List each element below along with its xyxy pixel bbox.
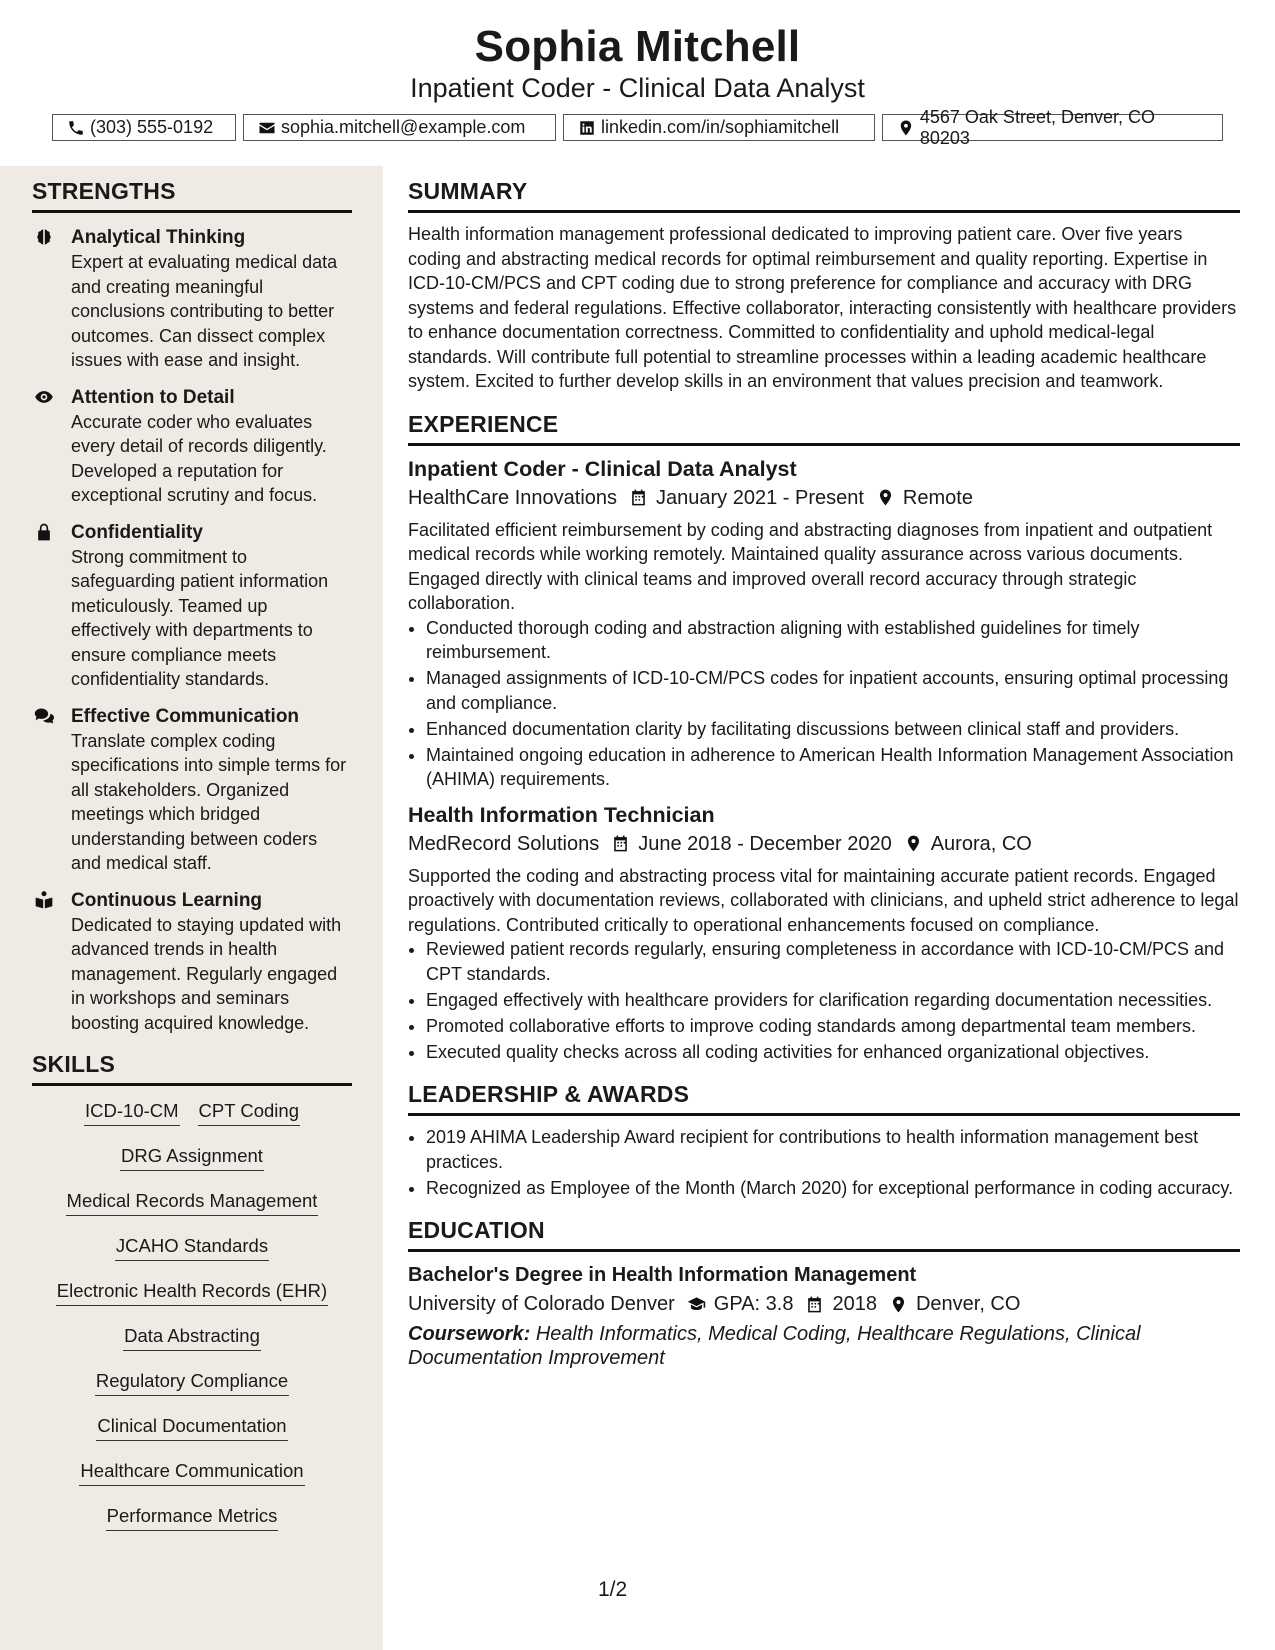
map-marker-icon (889, 1295, 908, 1314)
contact-phone[interactable] (52, 114, 236, 141)
coursework-list: Health Informatics, Medical Coding, Healthcare Regulations, Clinical Documentation Improvement (408, 1323, 1141, 1369)
bullet-item: • Managed assignments of ICD-10-CM/PCS codes for inpatient accounts, ensuring optimal processing and compliance. (426, 666, 1240, 715)
strength-desc: Dedicated to staying updated with advanced trends in health management. Regularly engaged in workshops and seminars boosting acquired knowledge. (71, 914, 342, 1033)
degree-title: Bachelor's Degree in Health Information Management (408, 1264, 917, 1286)
strength-title: Attention to Detail (71, 386, 235, 408)
summary-heading: SUMMARY (408, 178, 1240, 213)
candidate-name: Sophia Mitchell (474, 22, 801, 71)
strengths-heading: STRENGTHS (32, 178, 352, 213)
education-heading: EDUCATION (408, 1217, 1240, 1252)
contact-address (882, 106, 1223, 148)
bullet-item: • Maintained ongoing education in adherence to American Health Information Management Association (AHIMA) requirements. (426, 743, 1240, 792)
map-marker-icon (876, 488, 895, 507)
calendar-icon (611, 834, 630, 853)
graduation-year: 2018 (832, 1293, 877, 1315)
strength-item (32, 386, 352, 508)
page-number: 1/2 (598, 1578, 628, 1601)
skill-tag: JCAHO Standards (115, 1233, 269, 1261)
job-description: Facilitated efficient reimbursement by coding and abstracting diagnoses from inpatient and outpatient medical records while working remotely. Maintained quality assurance across various documents. Engaged directly with clinical teams and improved overall record accuracy through strategic collaboration. (408, 519, 1213, 613)
skill-tag: Medical Records Management (66, 1188, 319, 1216)
eye-icon (34, 387, 54, 407)
skills-heading: SKILLS (32, 1051, 352, 1086)
address-text: 4567 Oak Street, Denver, CO 80203 (919, 106, 1155, 148)
bullet-item: • Promoted collaborative efforts to improve coding standards among departmental team members. (426, 1014, 1240, 1039)
lock-icon (34, 522, 54, 542)
skill-tag: Healthcare Communication (79, 1458, 304, 1486)
skills-section (32, 1051, 352, 1548)
strength-desc: Strong commitment to safeguarding patient information meticulously. Teamed up effectively with departments to ensure compliance meets confidentiality standards. (71, 546, 329, 689)
phone-text: (303) 555-0192 (90, 117, 214, 137)
strength-desc: Accurate coder who evaluates every detail of records diligently. Developed a reputation for exceptional scrutiny and focus. (71, 411, 327, 505)
experience-section (408, 411, 1240, 1065)
education-location: Denver, CO (915, 1293, 1021, 1315)
skill-tag: ICD-10-CM (84, 1098, 180, 1126)
education-meta (408, 1289, 1240, 1319)
job-title: Health Information Technician (408, 802, 715, 827)
skill-tag: CPT Coding (198, 1098, 300, 1126)
job-location: Remote (902, 486, 973, 509)
linkedin-text: linkedin.com/in/sophiamitchell (601, 117, 840, 137)
bullet-item: • Executed quality checks across all coding activities for enhanced organizational objectives. (426, 1040, 1240, 1065)
experience-heading: EXPERIENCE (408, 411, 1240, 446)
email-text: sophia.mitchell@example.com (281, 117, 526, 137)
skills-list (32, 1098, 352, 1548)
school-name: University of Colorado Denver (408, 1293, 675, 1315)
map-marker-icon (904, 834, 923, 853)
graduation-cap-icon (687, 1295, 706, 1314)
envelope-icon (258, 119, 276, 137)
main-content (408, 166, 1240, 1370)
job-dates: June 2018 - December 2020 (638, 832, 892, 855)
book-reader-icon (34, 890, 54, 910)
summary-text: Health information management professional dedicated to improving patient care. Over five years coding and abstracting medical records for optimal reimbursement and quality reporting. Expertise in ICD-10-CM/PCS and CPT coding due to strong preference for compliance and accuracy with DRG systems and federal regulations. Effective collaborator, interacting consistently with healthcare providers to enhance documentation correctness. Committed to confidentiality and uphold medical-legal standards. Will contribute full potential to streamline processes within a leading academic healthcare system. Excited to further develop skills in an environment that values precision and teamwork. (408, 224, 1237, 391)
brain-icon (34, 227, 54, 247)
gpa-text: GPA: 3.8 (713, 1293, 794, 1315)
leadership-section (408, 1081, 1240, 1200)
skill-tag: Performance Metrics (106, 1503, 279, 1531)
contact-email[interactable] (243, 114, 556, 141)
bullet-item: • 2019 AHIMA Leadership Award recipient for contributions to health information management best practices. (426, 1125, 1240, 1174)
bullet-item: • Conducted thorough coding and abstraction aligning with established guidelines for timely reimbursement. (426, 616, 1240, 665)
coursework (408, 1322, 1240, 1370)
strength-item (32, 521, 352, 692)
job-dates: January 2021 - Present (656, 486, 864, 509)
calendar-icon (805, 1295, 824, 1314)
comments-icon (34, 706, 54, 726)
leadership-heading: LEADERSHIP & AWARDS (408, 1081, 1240, 1116)
leadership-bullets (408, 1125, 1240, 1200)
summary-section (408, 178, 1240, 394)
sidebar (0, 166, 383, 1650)
strength-desc: Expert at evaluating medical data and creating meaningful conclusions contributing to better outcomes. Can dissect complex issues with ease and insight. (71, 252, 338, 370)
candidate-title: Inpatient Coder - Clinical Data Analyst (410, 73, 865, 103)
job-company: HealthCare Innovations (408, 486, 618, 509)
job-company: MedRecord Solutions (408, 832, 600, 855)
skill-tag: DRG Assignment (120, 1143, 264, 1171)
skill-tag: Clinical Documentation (96, 1413, 287, 1441)
strength-title: Analytical Thinking (71, 227, 246, 248)
job-description: Supported the coding and abstracting process vital for maintaining accurate patient records. Engaged proactively with documentation reviews, collaborated with clinicians, and upheld strict adherence to legal regulations. Contributed critically to operational enhancements focused on compliance. (408, 865, 1239, 935)
bullet-item: • Recognized as Employee of the Month (March 2020) for exceptional performance in coding accuracy. (426, 1176, 1240, 1201)
calendar-icon (629, 488, 648, 507)
job-entry (408, 455, 1240, 792)
skill-tag: Data Abstracting (123, 1323, 261, 1351)
strength-title: Confidentiality (71, 521, 203, 543)
job-meta (408, 829, 1240, 859)
job-meta (408, 483, 1240, 513)
strength-item (32, 226, 352, 373)
contact-linkedin[interactable] (563, 114, 875, 141)
education-section (408, 1217, 1240, 1370)
phone-icon (67, 119, 85, 137)
resume-header (0, 0, 1275, 166)
strength-title: Effective Communication (71, 705, 300, 727)
bullet-item: • Enhanced documentation clarity by facilitating discussions between clinical staff and providers. (426, 717, 1240, 742)
bullet-item: • Engaged effectively with healthcare providers for clarification regarding documentation necessities. (426, 988, 1240, 1013)
strength-item (32, 705, 352, 876)
contact-bar (0, 106, 1275, 148)
strength-item (32, 889, 352, 1036)
job-bullets (408, 937, 1240, 1064)
linkedin-icon (578, 119, 596, 137)
strengths-section (32, 178, 352, 1035)
job-location: Aurora, CO (930, 832, 1032, 855)
job-entry (408, 801, 1240, 1065)
strength-desc: Translate complex coding specifications into simple terms for all stakeholders. Organized meetings which bridged understanding between coders and medical staff. (71, 730, 347, 873)
map-marker-icon (897, 119, 915, 137)
bullet-item: • Reviewed patient records regularly, ensuring completeness in accordance with ICD-10-CM/PCS and CPT standards. (426, 937, 1240, 986)
skill-tag: Regulatory Compliance (95, 1368, 289, 1396)
skill-tag: Electronic Health Records (EHR) (56, 1278, 328, 1306)
job-bullets (408, 616, 1240, 792)
job-title: Inpatient Coder - Clinical Data Analyst (408, 456, 797, 481)
strength-title: Continuous Learning (71, 889, 263, 911)
coursework-label: Coursework: (408, 1323, 531, 1345)
